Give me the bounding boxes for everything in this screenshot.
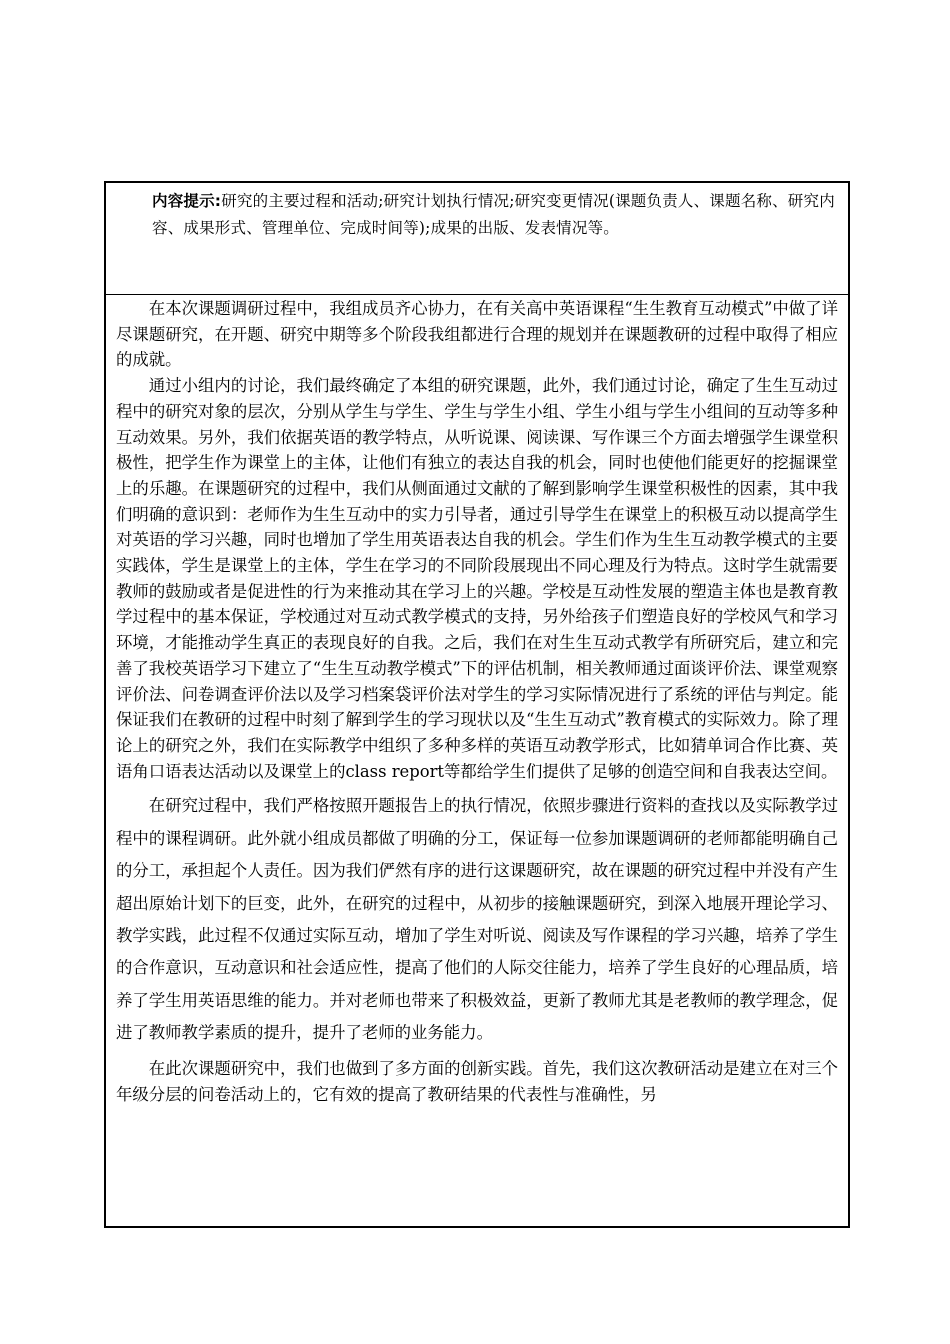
body-paragraph-3: 在研究过程中，我们严格按照开题报告上的执行情况，依照步骤进行资料的查找以及实际教学过程中的课程调研。此外就小组成员都做了明确的分工，保证每一位参加课题调研的老师都能明确自己的分工，承担起个人责任。因为我们俨然有序的进行这课题研究，故在课题的研究过程中并没有产生超出原始计划下的巨变，此外，在研究的过程中，从初步的接触课题研究，到深入地展开理论学习、教学实践，此过程不仅通过实际互动，增加了学生对听说、阅读及写作课程的学习兴趣，培养了学生的合作意识，互动意识和社会适应性，提高了他们的人际交往能力，培养了学生良好的心理品质，培养了学生用英语思维的能力。并对老师也带来了积极效益，更新了教师尤其是老教师的教学理念，促进了教师教学素质的提升，提升了老师的业务能力。 — [116, 796, 838, 1043]
content-hint-label: 内容提示: — [152, 192, 222, 210]
report-table — [104, 181, 850, 1228]
body-paragraph-4: 在此次课题研究中，我们也做到了多方面的创新实践。首先，我们这次教研活动是建立在对三个年级分层的问卷活动上的，它有效的提高了教研结果的代表性与准确性，另 — [116, 1058, 838, 1104]
content-hint — [115, 188, 839, 242]
report-body-cell — [106, 295, 848, 1226]
content-hint-text: 研究的主要过程和活动;研究计划执行情况;研究变更情况(课题负责人、课题名称、研究内容、成果形式、管理单位、完成时间等);成果的出版、发表情况等。 — [152, 192, 835, 237]
content-hint-cell — [106, 183, 848, 295]
body-paragraph-2: 通过小组内的讨论，我们最终确定了本组的研究课题，此外，我们通过讨论，确定了生生互动过程中的研究对象的层次，分别从学生与学生、学生与学生小组、学生小组与学生小组间的互动等多种互动效果。另外，我们依据英语的教学特点，从听说课、阅读课、写作课三个方面去增强学生课堂积极性，把学生作为课堂上的主体，让他们有独立的表达自我的机会，同时也使他们能更好的挖掘课堂上的乐趣。在课题研究的过程中，我们从侧面通过文献的了解到影响学生课堂积极性的因素，其中我们明确的意识到：老师作为生生互动中的实力引导者，通过引导学生在课堂上的积极互动以提高学生对英语的学习兴趣，同时也增加了学生用英语表达自我的机会。学生们作为生生互动教学模式的主要实践体，学生是课堂上的主体，学生在学习的不同阶段展现出不同心理及行为特点。这时学生就需要教师的鼓励或者是促进性的行为来推动其在学习上的兴趣。学校是互动性发展的塑造主体也是教育教学过程中的基本保证，学校通过对互动式教学模式的支持，另外给孩子们塑造良好的学校风气和学习环境，才能推动学生真正的表现良好的自我。之后，我们在对生生互动式教学有所研究后，建立和完善了我校英语学习下建立了“生生互动教学模式”下的评估机制，相关教师通过面谈评价法、课堂观察评价法、问卷调查评价法以及学习档案袋评价法对学生的学习实际情况进行了系统的评估与判定。能保证我们在教研的过程中时刻了解到学生的学习现状以及“生生互动式”教育模式的实际效力。除了理论上的研究之外，我们在实际教学中组织了多种多样的英语互动教学形式，比如猜单词合作比赛、英语角口语表达活动以及课堂上的class report等都给学生们提供了足够的创造空间和自我表达空间。 — [116, 376, 838, 781]
body-paragraph-1: 在本次课题调研过程中，我组成员齐心协力，在有关高中英语课程“生生教育互动模式”中做了详尽课题研究，在开题、研究中期等多个阶段我组都进行合理的规划并在课题教研的过程中取得了相应的成就。 — [116, 299, 838, 370]
